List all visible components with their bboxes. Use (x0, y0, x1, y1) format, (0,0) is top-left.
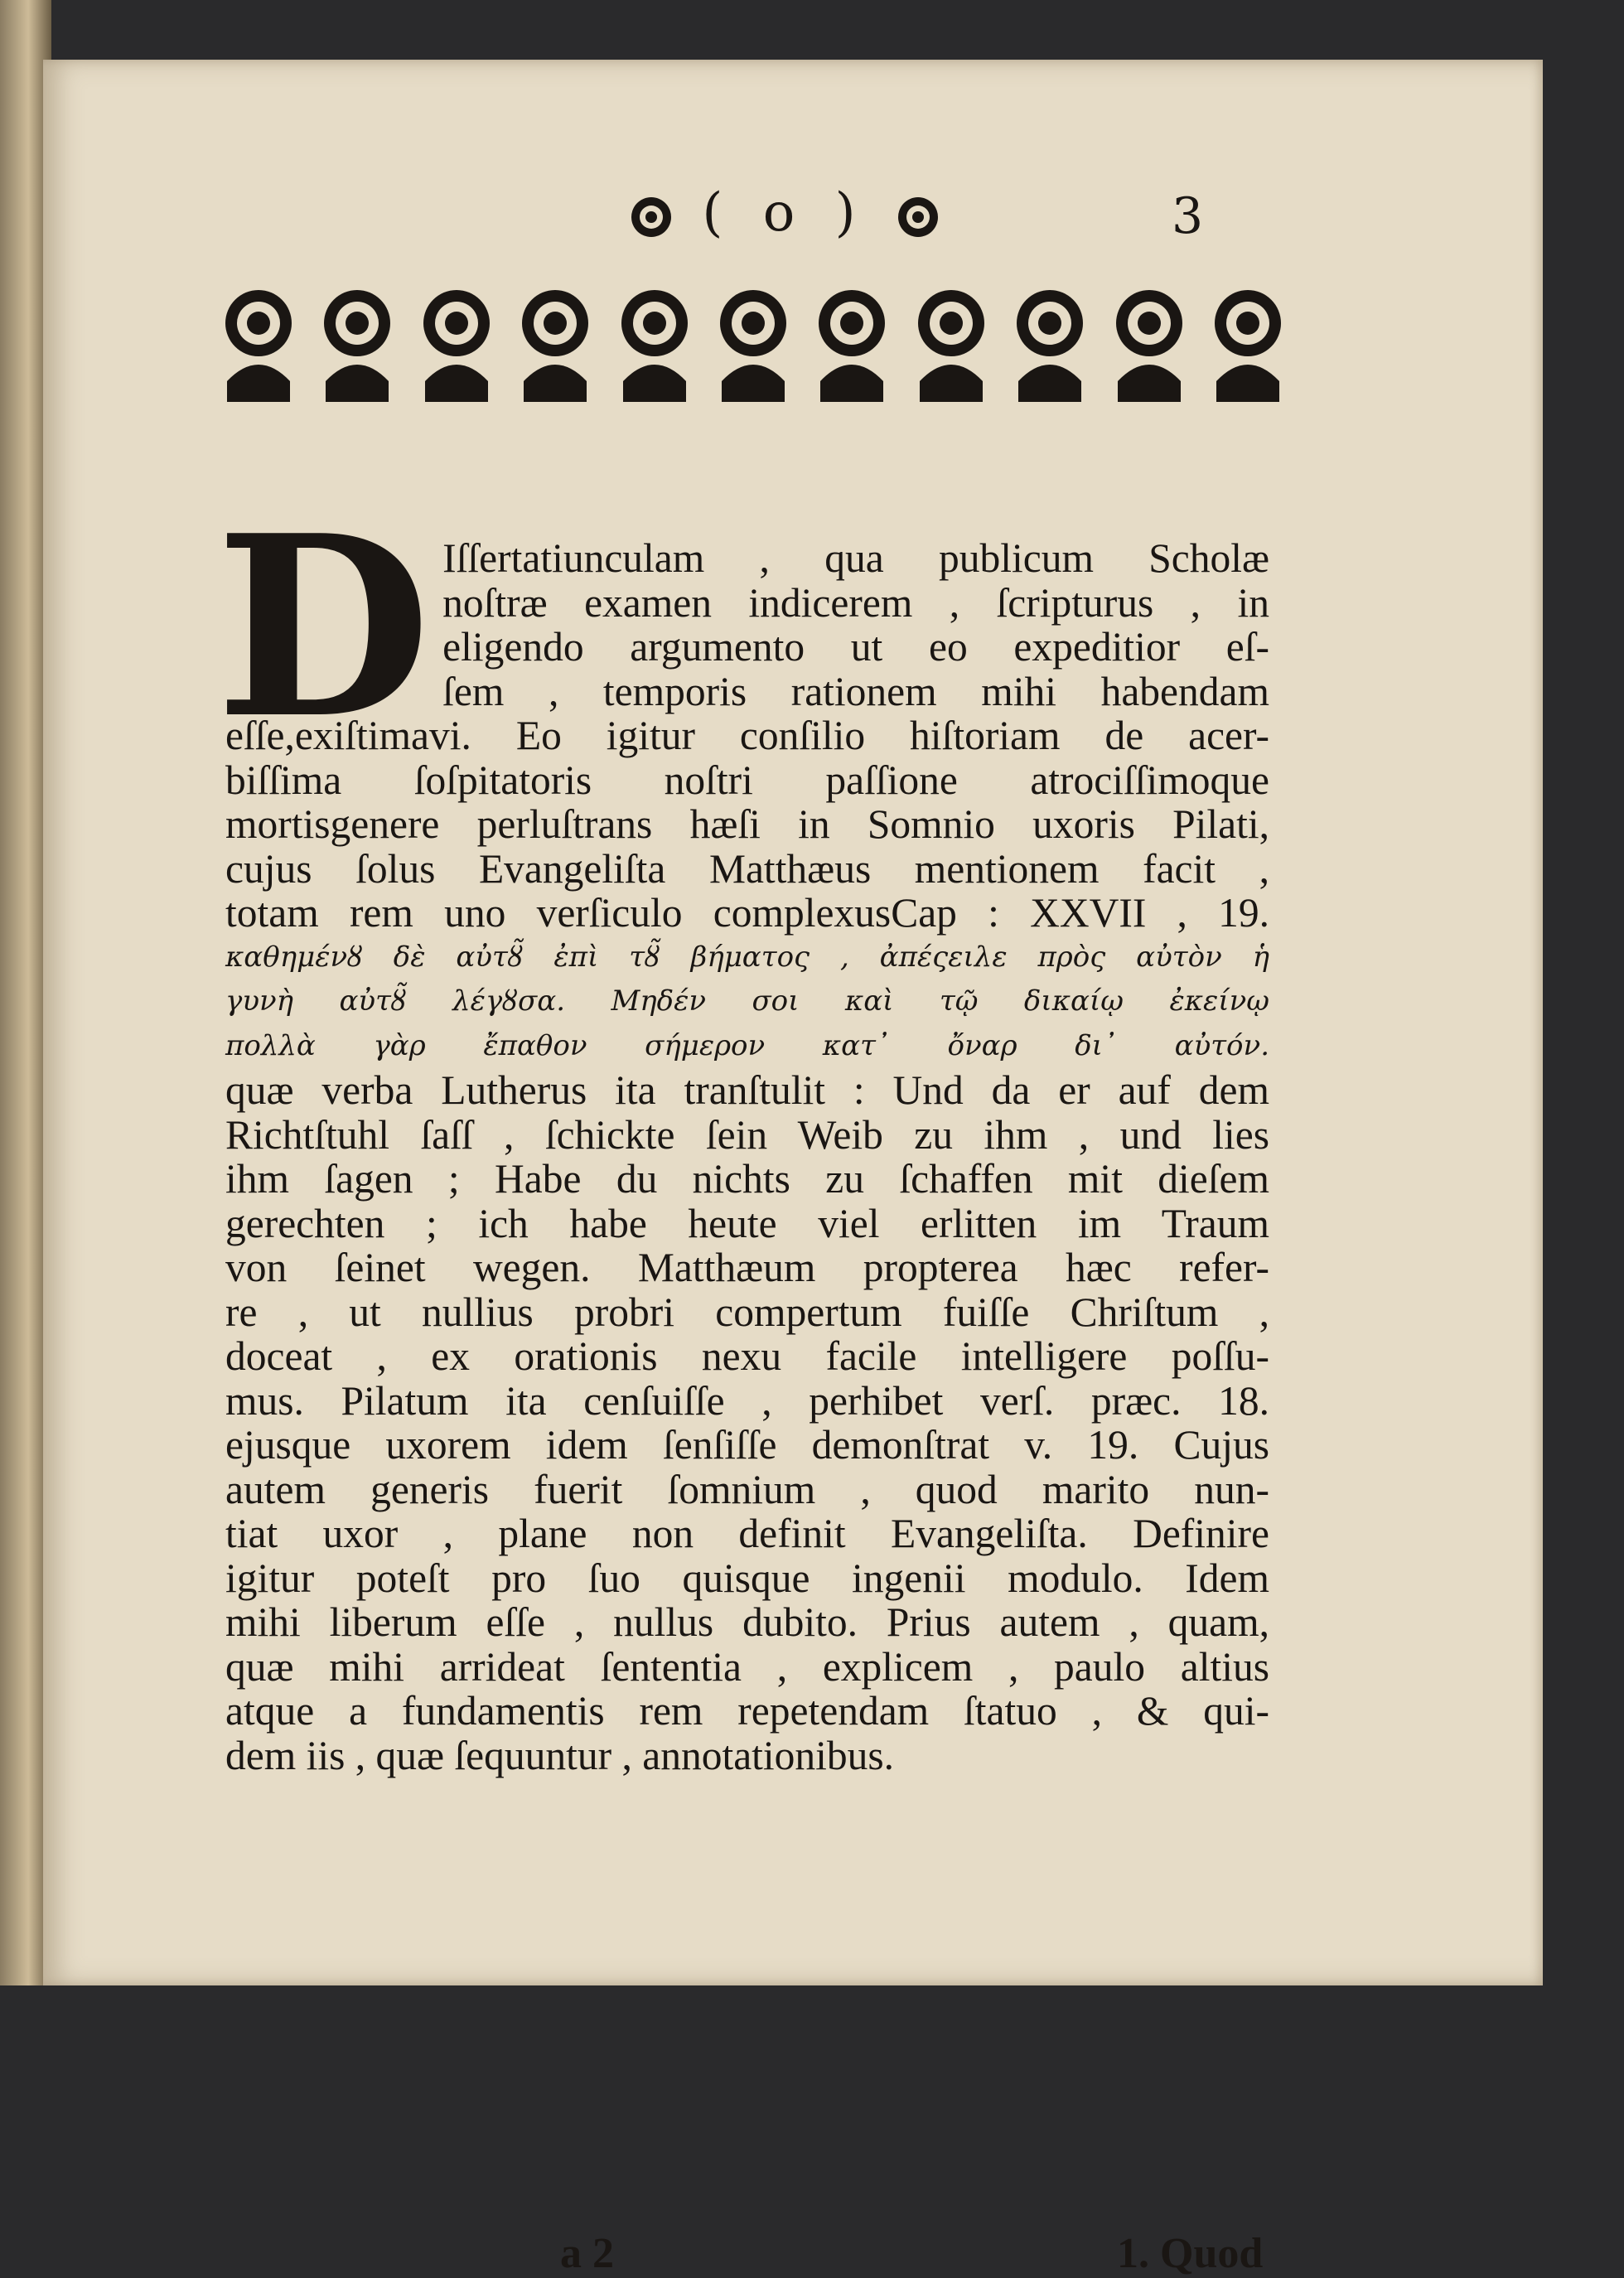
text-line: re , ut nullius probri compertum fuiſſe Chriſtum , (225, 1289, 1269, 1335)
header-ornament-group (607, 180, 963, 246)
text-line: eſſe,exiſtimavi. Eo igitur conſilio hiſtoriam de acer- (225, 713, 1269, 758)
text-line: eligendo argumento ut eo expeditior eſ- (442, 624, 1269, 670)
flower-ornament-icon (515, 282, 595, 406)
greek-text-line: πολλὰ γὰρ ἔπαθον σήμερον κατ᾽ ὄναρ δι᾽ αὐτόν. (225, 1028, 1269, 1062)
text-line: totam rem uno verſiculo complexusCap : XXVII , 19. (225, 890, 1269, 936)
flower-ornament-icon (1208, 282, 1288, 406)
flower-ornament-icon (219, 282, 298, 406)
book-page (43, 60, 1543, 2277)
header-center-text: ( o ) (702, 182, 868, 244)
text-line: cujus ſolus Evangeliſta Matthæus mentionem facit , (225, 845, 1269, 892)
flower-ornament-icon (317, 282, 397, 406)
flower-ornament-icon (1010, 282, 1090, 406)
text-line: von ſeinet wegen. Matthæum propterea hæc refer- (225, 1245, 1269, 1290)
text-line: dem iis , quæ ſequuntur , annotationibus. (225, 1732, 895, 1778)
text-line: doceat , ex orationis nexu facile intelligere poſſu- (225, 1333, 1269, 1379)
rosette-right-icon (896, 195, 940, 239)
text-line: quæ verba Lutherus ita tranſtulit : Und da er auf dem (225, 1067, 1269, 1113)
catchword: 1. Quod (1117, 2230, 1264, 2277)
text-line: quæ mihi arrideat ſententia , explicem , paulo altius (225, 1643, 1269, 1690)
text-line: mihi liberum eſſe , nullus dubito. Prius autem , quam, (225, 1599, 1269, 1645)
text-line: igitur poteſt pro ſuo quisque ingenii modulo. Idem (225, 1555, 1269, 1601)
text-line: autem generis fuerit ſomnium , quod marito nun- (225, 1466, 1269, 1512)
text-line: ihm ſagen ; Habe du nichts zu ſchaffen mit dieſem (225, 1156, 1269, 1202)
headpiece-ornament (219, 267, 1288, 420)
text-line: Iſſertatiunculam , qua publicum Scholæ (442, 535, 1269, 581)
text-line: ejusque uxorem idem ſenſiſſe demonſtrat v. 19. Cujus (225, 1422, 1269, 1468)
greek-text-line: γυνὴ αὐτȣ̃ λέγȣσα. Μηδέν σοι καὶ τῷ δικαίῳ ἐκείνῳ (225, 984, 1269, 1018)
signature-mark: a 2 (560, 2230, 614, 2277)
body-text (215, 481, 1269, 1778)
drop-cap: D (215, 481, 432, 773)
text-line: noſtræ examen indicerem , ſcripturus , in (442, 579, 1269, 626)
page-number: 3 (1172, 187, 1204, 245)
greek-text-line: καθημένȣ δὲ αὐτȣ̃ ἐπὶ τȣ̃ βήματος , ἀπέςειλε πρὸς αὐτὸν ἡ (225, 940, 1269, 974)
flower-ornament-icon (417, 282, 496, 406)
text-line: Richtſtuhl ſaſſ , ſchickte ſein Weib zu ihm , und lies (225, 1111, 1269, 1158)
text-line: tiat uxor , plane non definit Evangeliſta. Definire (225, 1511, 1269, 1556)
text-line: ſem , temporis rationem mihi habendam (442, 668, 1269, 714)
flower-ornament-icon (812, 282, 892, 406)
flower-ornament-icon (615, 282, 694, 406)
flower-ornament-icon (713, 282, 793, 406)
flower-ornament-icon (911, 282, 991, 406)
running-header (43, 180, 1543, 246)
text-line: gerechten ; ich habe heute viel erlitten im Traum (225, 1200, 1269, 1246)
text-line: mus. Pilatum ita cenſuiſſe , perhibet verſ. præc. 18. (225, 1377, 1269, 1424)
text-line: atque a fundamentis rem repetendam ſtatuo , & qui- (225, 1688, 1269, 1734)
text-line: mortisgenere perluſtrans hæſi in Somnio uxoris Pilati, (225, 801, 1269, 847)
text-line: biſſima ſoſpitatoris noſtri paſſione atrociſſimoque (225, 757, 1269, 803)
rosette-left-icon (629, 195, 674, 239)
flower-ornament-icon (1109, 282, 1189, 406)
